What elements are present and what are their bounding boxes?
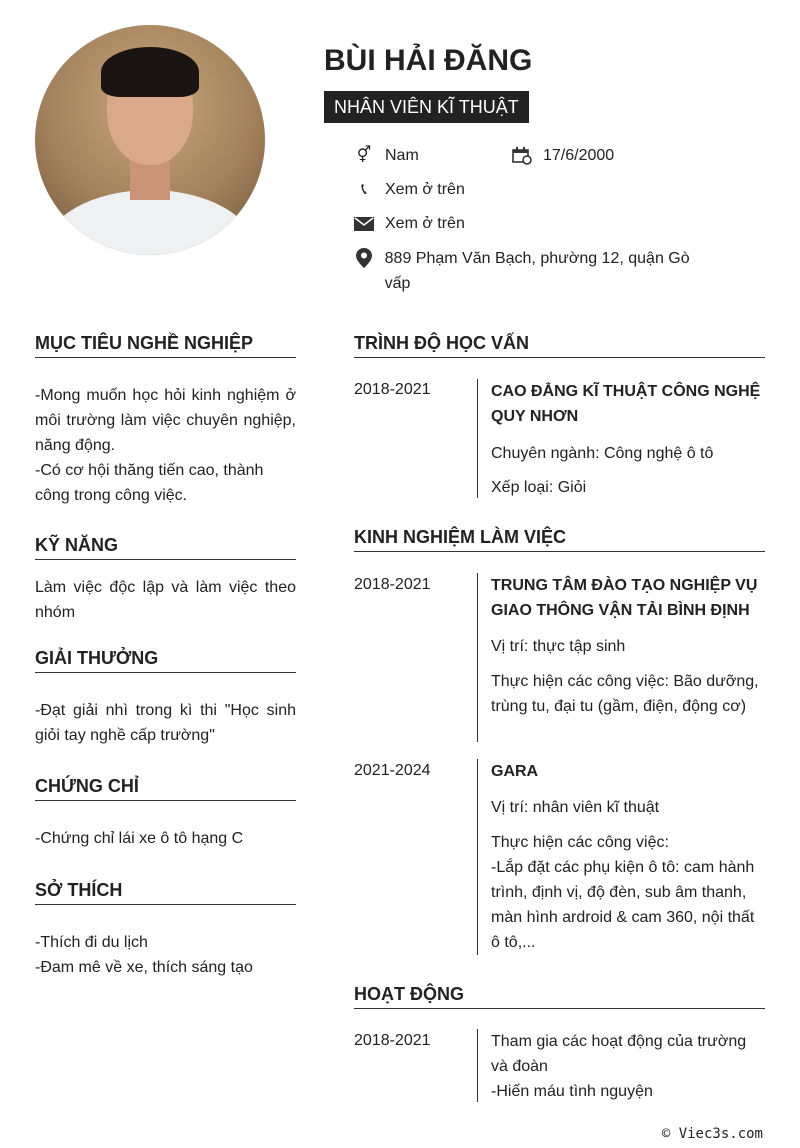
section-heading: SỞ THÍCH: [35, 879, 296, 905]
hobby-line: -Đam mê về xe, thích sáng tạo: [35, 959, 253, 976]
section-heading: GIẢI THƯỞNG: [35, 647, 296, 673]
education-section: [354, 332, 765, 358]
hobbies-section: [35, 879, 296, 980]
phone[interactable]: Xem ở trên: [385, 181, 465, 198]
skills-section: [35, 534, 296, 625]
awards-section: [35, 647, 296, 748]
job-position: Vị trí: nhân viên kĩ thuật: [491, 799, 660, 816]
email[interactable]: Xem ở trên: [385, 215, 465, 232]
job-title: NHÂN VIÊN KĨ THUẬT: [324, 91, 529, 123]
activity-text: Tham gia các hoạt động của trường và đoàn: [491, 1033, 747, 1075]
experience-date: 2021-2024: [354, 762, 431, 779]
job-position: Vị trí: thực tập sinh: [491, 638, 626, 655]
gender-row: [354, 143, 419, 168]
education-date: 2018-2021: [354, 381, 431, 398]
job-duties: Thực hiện các công việc:: [491, 834, 669, 851]
profile-photo: [35, 25, 265, 255]
experience-date: 2018-2021: [354, 576, 431, 593]
school-name: CAO ĐẲNG KĨ THUẬT CÔNG NGHỆ QUY NHƠN: [491, 383, 761, 425]
skills-text: Làm việc độc lập và làm việc theo nhóm: [35, 579, 296, 621]
activity-text: -Hiến máu tình nguyện: [491, 1083, 653, 1100]
gender: Nam: [385, 147, 419, 164]
section-heading: MỤC TIÊU NGHỀ NGHIỆP: [35, 332, 296, 358]
address-row: [354, 246, 714, 296]
gender-icon: ⚥: [356, 147, 372, 164]
full-name: BÙI HẢI ĐĂNG: [324, 44, 533, 77]
envelope-icon: [354, 214, 374, 234]
section-heading: CHỨNG CHỈ: [35, 775, 296, 801]
certificates-section: [35, 775, 296, 851]
experience-section: [354, 526, 765, 552]
section-heading: HOẠT ĐỘNG: [354, 983, 765, 1009]
section-heading: TRÌNH ĐỘ HỌC VẤN: [354, 332, 765, 358]
section-heading: KINH NGHIỆM LÀM VIỆC: [354, 526, 765, 552]
objective-line: -Có cơ hội thăng tiến cao, thành công trong công việc.: [35, 462, 264, 504]
objective-line: -Mong muốn học hỏi kinh nghiệm ở môi trường làm việc chuyên nghiệp, năng động.: [35, 387, 296, 454]
awards-text: -Đạt giải nhì trong kì thi "Học sinh giỏi tay nghề cấp trường": [35, 702, 296, 744]
job-duties-detail: -Lắp đặt các phụ kiện ô tô: cam hành trình, định vị, độ đèn, sub âm thanh, màn hình ardroid & cam 360, nội thất ô tô,...: [491, 859, 755, 951]
activity-date: 2018-2021: [354, 1032, 431, 1049]
objective-section: [35, 332, 296, 508]
grade: Xếp loại: Giỏi: [491, 479, 587, 496]
calendar-icon: [512, 146, 532, 166]
company-name: TRUNG TÂM ĐÀO TẠO NGHIỆP VỤ GIAO THÔNG VẬN TẢI BÌNH ĐỊNH: [491, 577, 758, 619]
email-row: [354, 211, 465, 236]
address: 889 Phạm Văn Bạch, phường 12, quận Gò vấp: [384, 250, 690, 292]
education-entry: [477, 379, 765, 498]
phone-row: [354, 177, 465, 202]
location-pin-icon: [354, 248, 374, 268]
watermark-footer: © Viec3s.com: [661, 1126, 763, 1142]
company-name: GARA: [491, 763, 539, 780]
phone-icon: 📞︎: [361, 181, 367, 198]
hobby-line: -Thích đi du lịch: [35, 934, 148, 951]
experience-entry: [477, 573, 765, 742]
certificates-text: -Chứng chỉ lái xe ô tô hạng C: [35, 830, 244, 847]
major: Chuyên ngành: Công nghệ ô tô: [491, 445, 714, 462]
activities-section: [354, 983, 765, 1009]
job-duties: Thực hiện các công việc: Bão dưỡng, trùng tu, đại tu (gầm, điện, động cơ): [491, 673, 759, 715]
dob: 17/6/2000: [543, 147, 615, 164]
section-heading: KỸ NĂNG: [35, 534, 296, 560]
activity-entry: [477, 1029, 765, 1102]
experience-entry: [477, 759, 765, 955]
dob-row: [512, 143, 614, 168]
